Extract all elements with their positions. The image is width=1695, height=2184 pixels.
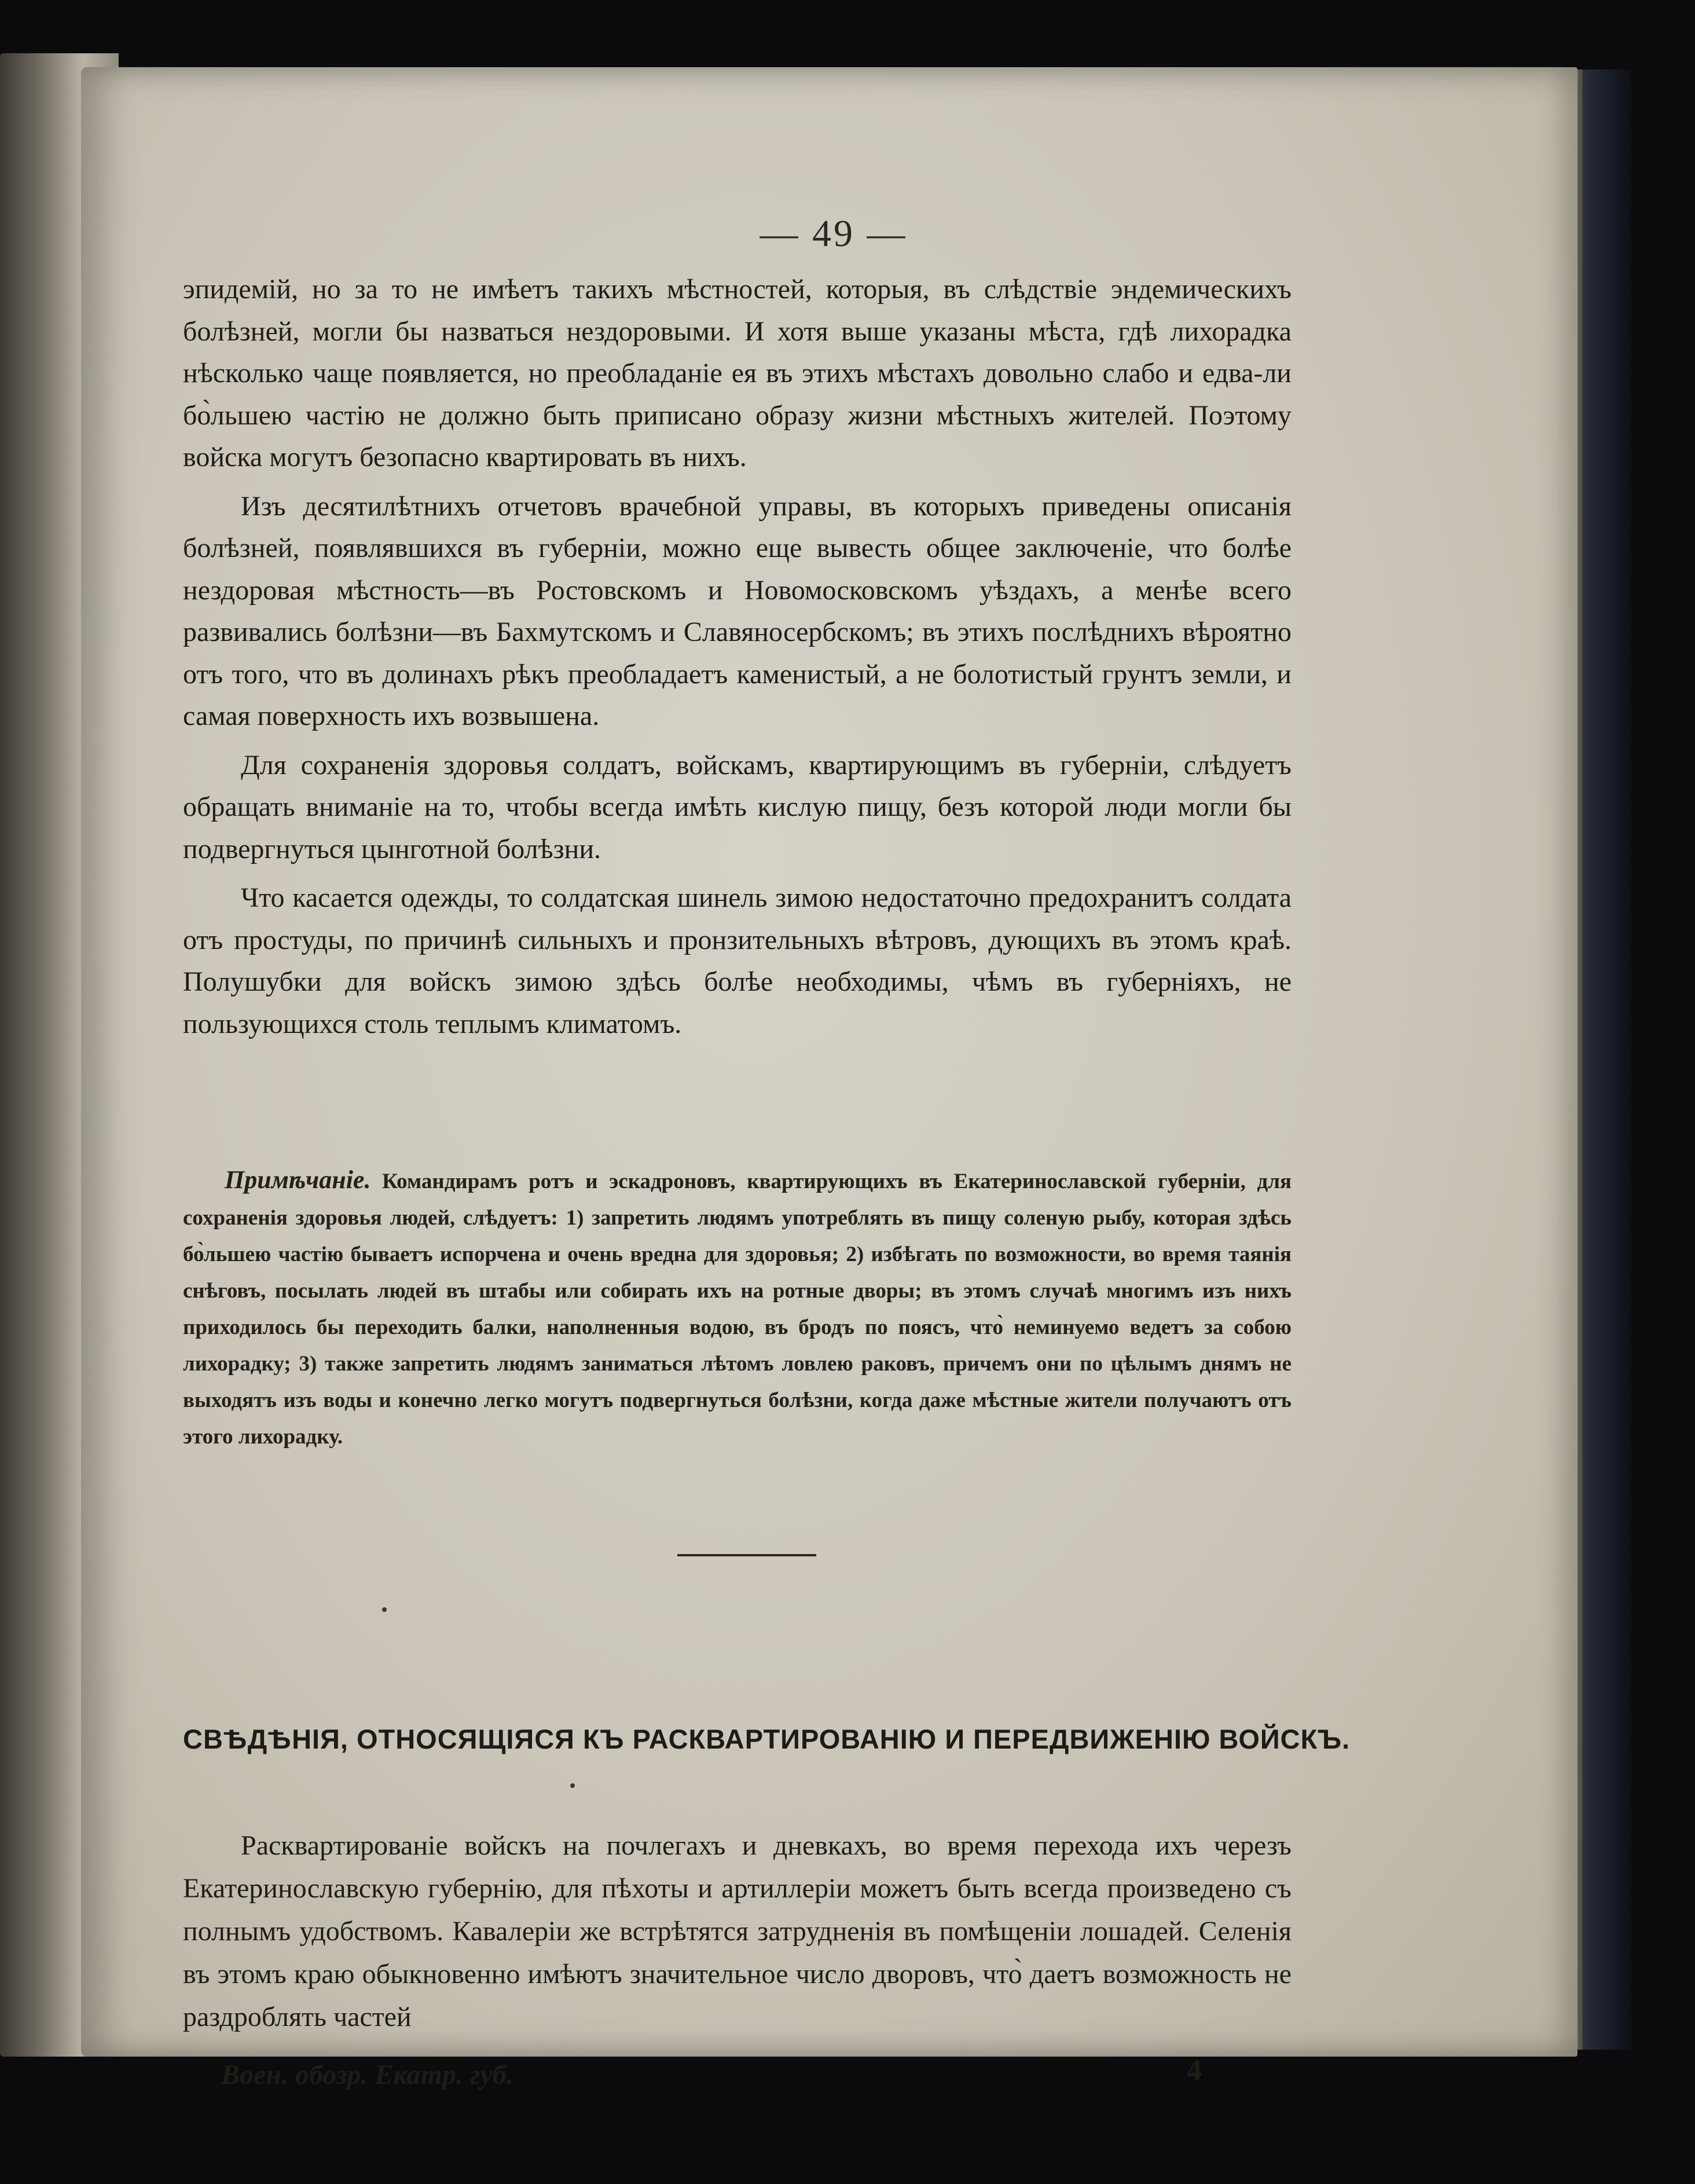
main-text (183, 269, 1292, 1045)
paragraph: Для сохраненія здоровья солдатъ, войскамъ, квартирующимъ въ губерніи, слѣдуетъ обращать вниманіе на то, чтобы всегда имѣть кислую пищу, безъ которой люди могли бы подвергнуться цынготной болѣзни. (183, 749, 1292, 864)
note-text: Командирамъ ротъ и эскадроновъ, квартирующихъ въ Екатеринославской губерніи, для сохраненія здоровья людей, слѣдуетъ: 1) запретить людямъ употреблять въ пищу соленую рыбу, которая здѣсь бо̀льшею частію бываетъ испорчена и очень вредна для здоровья; 2) избѣгать по возможности, во время таянія снѣговъ, посылать людей въ штабы или собирать ихъ на ротные дворы; въ этомъ случаѣ многимъ изъ нихъ приходилось бы переходить балки, наполненныя водою, въ бродъ по поясъ, что̀ неминуемо ведетъ за собою лихорадку; 3) также запретить людямъ заниматься лѣтомъ ловлею раковъ, причемъ они по цѣлымъ днямъ не выходятъ изъ воды и конечно легко могутъ подвергнуться болѣзни, когда даже мѣстные жители получаютъ отъ этого лихорадку. (183, 1170, 1292, 1449)
section-text (183, 1824, 1292, 2039)
paragraph: Расквартированіе войскъ на почлегахъ и дневкахъ, во время перехода ихъ черезъ Екатеринославскую губернію, для пѣхоты и артиллеріи можетъ быть всегда произведено съ полнымъ удобствомъ. Кавалеріи же встрѣтятся затрудненія въ помѣщеніи лошадей. Селенія въ этомъ краю обыкновенно имѣютъ значительное число дворовъ, что̀ даетъ возможность не раздроблять частей (183, 1830, 1292, 2032)
book-page (81, 67, 1577, 2090)
sheet-number: 4 (1187, 2054, 1202, 2087)
paragraph: эпидемій, но за то не имѣетъ такихъ мѣстностей, которыя, въ слѣдствіе эндемическихъ болѣзней, могли бы назваться нездоровыми. И хотя выше указаны мѣста, гдѣ лихорадка нѣсколько чаще появляется, но преобладаніе ея въ этихъ мѣстахъ довольно слабо и едва-ли бо̀льшею частію не должно быть приписано образу жизни мѣстныхъ жителей. Поэтому войска могутъ безопасно квартировать въ нихъ. (183, 274, 1292, 472)
section-title: СВѢДѢНІЯ, ОТНОСЯЩІЯСЯ КЪ РАСКВАРТИРОВАНІЮ И ПЕРЕДВИЖЕНІЮ ВОЙСКЪ. (183, 1724, 1351, 1754)
footnote (183, 1161, 1292, 1455)
page-number: — 49 — (760, 212, 908, 255)
ink-speck (570, 1783, 575, 1788)
paragraph: Изъ десятилѣтнихъ отчетовъ врачебной управы, въ которыхъ приведены описанія болѣзней, появлявшихся въ губерніи, можно еще вывесть общее заключеніе, что болѣе нездоровая мѣстность—въ Ростовскомъ и Новомосковскомъ уѣздахъ, а менѣе всего развивались болѣзни—въ Бахмутскомъ и Славяносербскомъ; въ этихъ послѣднихъ вѣроятно отъ того, что въ долинахъ рѣкъ преобладаетъ каменистый, а не болотистый грунтъ земли, и самая поверхность ихъ возвышена. (183, 490, 1292, 731)
note-label: Примѣчаніе. (225, 1166, 371, 1194)
section-divider (677, 1554, 816, 1556)
signature-mark: Воен. обозр. Екатр. губ. (221, 2060, 513, 2090)
paragraph: Что касается одежды, то солдатская шинель зимою недостаточно предохранитъ солдата отъ простуды, по причинѣ сильныхъ и пронзительныхъ вѣтровъ, дующихъ въ этомъ краѣ. Полушубки для войскъ зимою здѣсь болѣе необходимы, чѣмъ въ губерніяхъ, не пользующихся столь теплымъ климатомъ. (183, 882, 1292, 1039)
ink-speck (382, 1607, 387, 1612)
